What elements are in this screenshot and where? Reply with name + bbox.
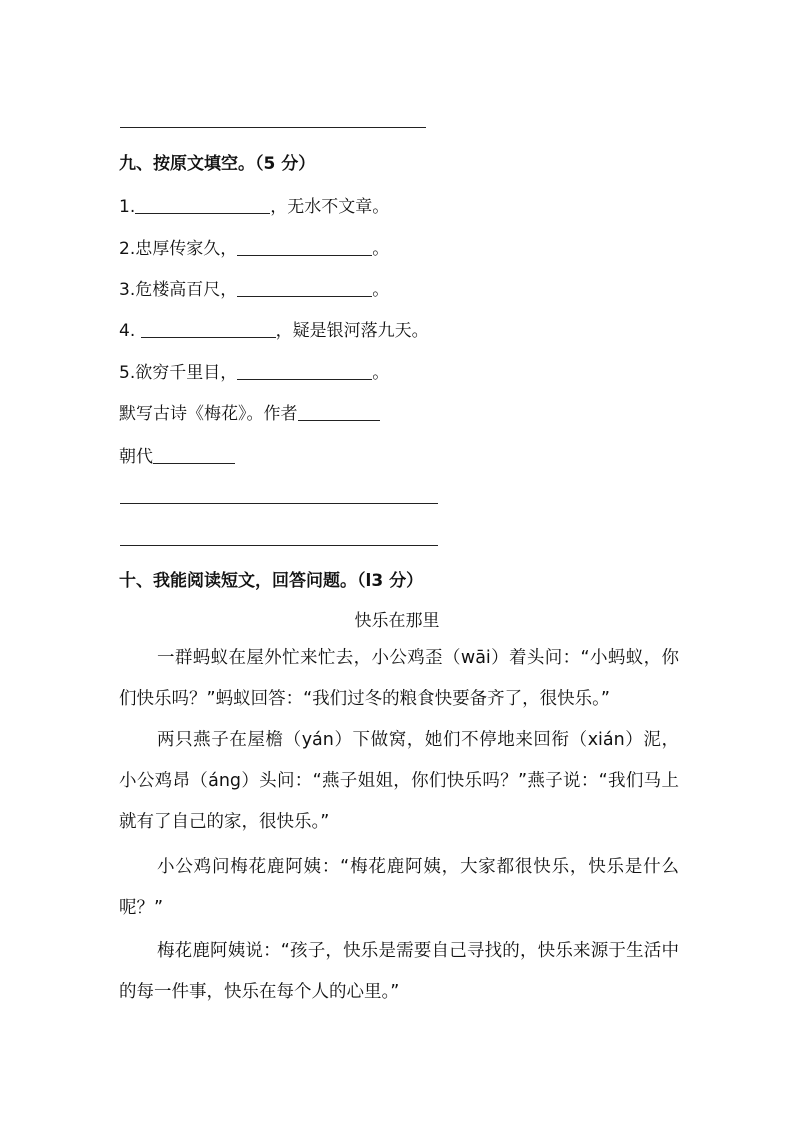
fill-item-2-text: 2.忠厚传家久， [119, 239, 238, 259]
passage-paragraph-4: 梅花鹿阿姨说：“孩子，快乐是需要自己寻找的，快乐来源于生活中的每一件事，快乐在每个人的心里。” [119, 941, 679, 1002]
fill-item-5-end: 。 [372, 363, 390, 383]
fill-item-5-text: 5.欲穷千里目， [119, 363, 238, 383]
fill-item-1 [119, 192, 389, 217]
fill-blank-3[interactable] [237, 278, 372, 297]
fill-blank-5[interactable] [237, 361, 372, 380]
poem-answer-line-2[interactable] [120, 545, 438, 546]
passage-paragraph-2: 两只燕子在屋檐（yán）下做窝，她们不停地来回衔（xián）泥，小公鸡昂（áng）头问：“燕子姐姐，你们快乐吗？”燕子说：“我们马上就有了自己的家，很快乐。” [119, 730, 679, 832]
fill-item-3-end: 。 [372, 280, 390, 300]
fill-blank-1[interactable] [135, 195, 270, 214]
fill-item-4 [119, 316, 429, 341]
fill-blank-4[interactable] [141, 319, 276, 338]
section-9-heading: 九、按原文填空。（5 分） [119, 154, 316, 174]
fill-item-2-end: 。 [372, 239, 390, 259]
poem-answer-line-1[interactable] [120, 503, 438, 504]
section-10-heading: 十、我能阅读短文，回答问题。（l3 分） [119, 571, 424, 591]
author-blank[interactable] [298, 402, 380, 421]
fill-item-1-number: 1. [119, 197, 136, 217]
dynasty-blank[interactable] [153, 445, 235, 464]
fill-blank-2[interactable] [237, 237, 372, 256]
fill-item-5 [119, 358, 389, 383]
passage-paragraph-1: 一群蚂蚁在屋外忙来忙去，小公鸡歪（wāi）着头问：“小蚂蚁，你们快乐吗？”蚂蚁回答：“我们过冬的粮食快要备齐了，很快乐。” [119, 648, 679, 709]
dynasty-label: 朝代 [119, 447, 153, 467]
passage-paragraph-3: 小公鸡问梅花鹿阿姨：“梅花鹿阿姨，大家都很快乐，快乐是什么呢？” [119, 857, 679, 918]
poem-prompt [119, 399, 380, 424]
fill-item-1-text: ，无水不文章。 [270, 197, 390, 217]
dynasty-row [119, 442, 235, 467]
answer-line-top [120, 127, 426, 128]
fill-item-4-text: ，疑是银河落九天。 [275, 321, 429, 341]
fill-item-3 [119, 275, 389, 300]
poem-prompt-text: 默写古诗《梅花》。作者 [119, 404, 298, 424]
passage-title: 快乐在那里 [354, 611, 440, 631]
fill-item-4-number: 4. [119, 321, 141, 341]
fill-item-3-text: 3.危楼高百尺， [119, 280, 238, 300]
fill-item-2 [119, 234, 389, 259]
